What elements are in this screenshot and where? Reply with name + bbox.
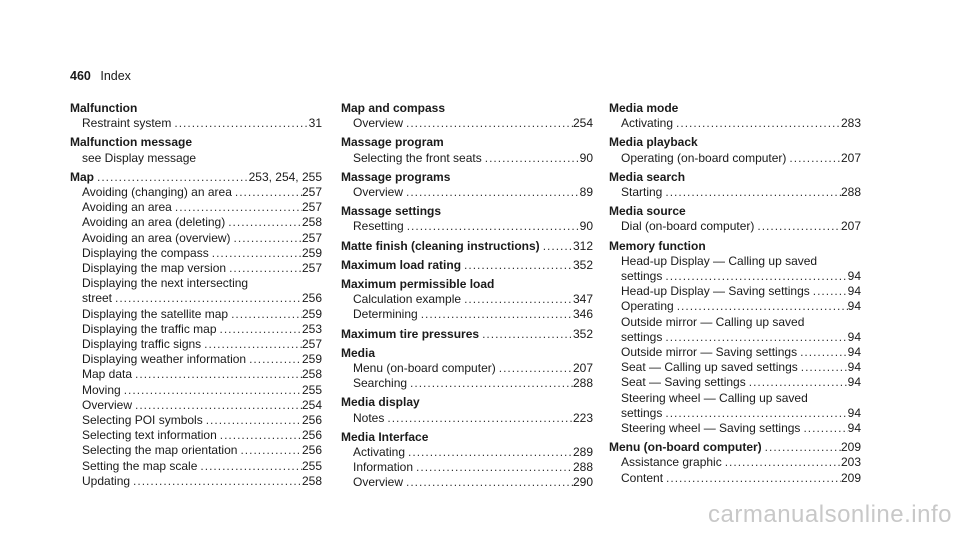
entry-term: see Display message xyxy=(82,150,197,165)
entry-term: Avoiding an area (deleting) xyxy=(82,215,226,230)
index-entry xyxy=(341,258,593,273)
index-subentry xyxy=(609,330,861,345)
entry-term: Selecting the front seats xyxy=(353,150,482,165)
entry-page-ref: 289 xyxy=(572,445,593,460)
entry-term: Media Interface xyxy=(341,429,429,444)
index-subentry xyxy=(70,337,322,352)
dot-leader xyxy=(231,231,302,246)
index-subentry xyxy=(341,116,593,131)
dot-leader xyxy=(418,307,573,322)
index-entry xyxy=(341,327,593,342)
index-subentry xyxy=(70,200,322,215)
index-subentry-text: Outside mirror — Calling up saved xyxy=(621,314,805,329)
dot-leader xyxy=(237,443,302,458)
entry-term: Selecting POI symbols xyxy=(82,413,203,428)
entry-term: Selecting the map orientation xyxy=(82,443,238,458)
index-subentry xyxy=(70,116,322,131)
index-subentry xyxy=(70,428,322,443)
entry-term: street xyxy=(82,291,113,306)
dot-leader xyxy=(540,239,573,254)
entry-term: settings xyxy=(621,405,663,420)
entry-page-ref: 207 xyxy=(840,150,861,165)
entry-term: Moving xyxy=(82,382,121,397)
entry-page-ref: 94 xyxy=(847,375,861,390)
index-entry xyxy=(609,101,861,116)
dot-leader xyxy=(121,383,302,398)
entry-page-ref: 290 xyxy=(572,475,593,490)
entry-term: Head-up Display — Saving settings xyxy=(621,284,810,299)
dot-leader xyxy=(662,269,847,284)
index-subentry xyxy=(609,375,861,390)
dot-leader xyxy=(172,200,302,215)
entry-page-ref: 253 xyxy=(301,321,322,336)
entry-page-ref: 254 xyxy=(572,116,593,131)
entry-page-ref: 94 xyxy=(847,269,861,284)
dot-leader xyxy=(662,185,841,200)
index-subentry xyxy=(609,345,861,360)
entry-term: Assistance graphic xyxy=(621,455,722,470)
index-subentry xyxy=(341,376,593,391)
index-entry xyxy=(609,135,861,150)
entry-page-ref: 346 xyxy=(572,307,593,322)
dot-leader xyxy=(482,151,580,166)
entry-page-ref: 258 xyxy=(301,215,322,230)
entry-term: Updating xyxy=(82,473,131,488)
dot-leader xyxy=(197,459,302,474)
index-subentry xyxy=(609,299,861,314)
index-subentry xyxy=(70,413,322,428)
entry-page-ref: 90 xyxy=(579,219,593,234)
entry-page-ref: 203 xyxy=(840,455,861,470)
entry-page-ref: 257 xyxy=(301,200,322,215)
dot-leader xyxy=(810,284,848,299)
entry-page-ref: 90 xyxy=(579,150,593,165)
dot-leader xyxy=(217,322,302,337)
entry-term: Massage settings xyxy=(341,204,442,219)
index-entry xyxy=(70,135,322,150)
entry-term: Displaying weather information xyxy=(82,352,247,367)
dot-leader xyxy=(663,471,841,486)
index-subentry xyxy=(70,322,322,337)
index-subentry xyxy=(70,231,322,246)
entry-term: Displaying the map version xyxy=(82,261,227,276)
dot-leader xyxy=(407,376,573,391)
index-subentry xyxy=(341,185,593,200)
entry-page-ref: 259 xyxy=(301,306,322,321)
index-entry xyxy=(609,239,861,254)
dot-leader xyxy=(384,411,573,426)
entry-page-ref: 94 xyxy=(847,360,861,375)
index-subentry xyxy=(341,411,593,426)
entry-term: Selecting text information xyxy=(82,428,217,443)
entry-page-ref: 257 xyxy=(301,185,322,200)
index-subentry xyxy=(70,383,322,398)
entry-page-ref: 288 xyxy=(840,185,861,200)
page-number: 460 xyxy=(70,69,91,83)
dot-leader xyxy=(209,246,302,261)
dot-leader xyxy=(798,360,848,375)
entry-term: Overview xyxy=(353,116,404,131)
dot-leader xyxy=(404,219,580,234)
entry-term: Map xyxy=(70,169,94,184)
dot-leader xyxy=(217,428,302,443)
index-subentry xyxy=(70,246,322,261)
entry-term: Information xyxy=(353,460,414,475)
entry-term: Notes xyxy=(353,410,385,425)
entry-term: Media playback xyxy=(609,135,698,150)
section-title: Index xyxy=(100,69,131,83)
index-subentry xyxy=(341,361,593,376)
dot-leader xyxy=(461,292,573,307)
dot-leader xyxy=(722,455,841,470)
entry-page-ref: 255 xyxy=(301,382,322,397)
index-entry xyxy=(341,101,593,116)
index-entry xyxy=(341,135,593,150)
entry-page-ref: 283 xyxy=(840,116,861,131)
entry-term: Displaying traffic signs xyxy=(82,337,202,352)
index-entry xyxy=(70,101,322,116)
entry-term: Searching xyxy=(353,376,408,391)
page-header xyxy=(70,69,131,83)
index-entry xyxy=(341,395,593,410)
entry-page-ref: 259 xyxy=(301,245,322,260)
index-subentry xyxy=(609,151,861,166)
entry-page-ref: 257 xyxy=(301,230,322,245)
index-column-1 xyxy=(70,101,322,489)
index-subentry-text: Displaying the next intersecting xyxy=(82,276,249,291)
entry-page-ref: 31 xyxy=(308,116,322,131)
dot-leader xyxy=(246,352,302,367)
entry-term: Maximum permissible load xyxy=(341,277,495,292)
index-subentry xyxy=(70,215,322,230)
index-subentry xyxy=(70,474,322,489)
index-subentry xyxy=(341,445,593,460)
entry-term: Operating (on-board computer) xyxy=(621,150,787,165)
entry-term: Setting the map scale xyxy=(82,458,198,473)
index-subentry xyxy=(70,185,322,200)
watermark: carmanualsonline.info xyxy=(708,501,952,528)
entry-term: Displaying the traffic map xyxy=(82,321,217,336)
index-subentry xyxy=(609,406,861,421)
entry-term: Media mode xyxy=(609,101,679,115)
entry-page-ref: 288 xyxy=(572,376,593,391)
entry-term: Matte finish (cleaning instructions) xyxy=(341,238,540,253)
dot-leader xyxy=(786,151,841,166)
entry-page-ref: 347 xyxy=(572,292,593,307)
entry-page-ref: 207 xyxy=(572,361,593,376)
entry-term: Menu (on-board computer) xyxy=(609,440,762,455)
entry-page-ref: 256 xyxy=(301,291,322,306)
dot-leader xyxy=(132,367,302,382)
entry-term: Operating xyxy=(621,299,674,314)
entry-page-ref: 254 xyxy=(301,397,322,412)
entry-term: Avoiding an area xyxy=(82,200,172,215)
dot-leader xyxy=(130,474,302,489)
entry-page-ref: 312 xyxy=(572,238,593,253)
dot-leader xyxy=(461,258,573,273)
index-subentry xyxy=(341,475,593,490)
index-entry xyxy=(609,204,861,219)
index-subentry xyxy=(609,269,861,284)
dot-leader xyxy=(797,345,848,360)
index-subentry xyxy=(609,219,861,234)
entry-page-ref: 257 xyxy=(301,337,322,352)
index-subentry xyxy=(70,398,322,413)
entry-term: Activating xyxy=(621,116,674,131)
index-subentry xyxy=(341,151,593,166)
dot-leader xyxy=(112,291,302,306)
entry-page-ref: 94 xyxy=(847,329,861,344)
index-subentry xyxy=(609,185,861,200)
entry-term: Content xyxy=(621,470,664,485)
entry-page-ref: 258 xyxy=(301,473,322,488)
entry-term: Avoiding (changing) an area xyxy=(82,185,232,200)
dot-leader xyxy=(662,406,847,421)
entry-term: Resetting xyxy=(353,219,404,234)
entry-term: Map data xyxy=(82,367,133,382)
entry-term: Memory function xyxy=(609,238,706,253)
index-subentry xyxy=(70,367,322,382)
dot-leader xyxy=(228,307,302,322)
entry-page-ref: 259 xyxy=(301,352,322,367)
entry-term: Outside mirror — Saving settings xyxy=(621,345,798,360)
entry-term: Starting xyxy=(621,185,663,200)
index-subentry xyxy=(609,360,861,375)
entry-page-ref: 94 xyxy=(847,345,861,360)
dot-leader xyxy=(94,170,249,185)
index-entry xyxy=(341,277,593,292)
dot-leader xyxy=(762,440,841,455)
dot-leader xyxy=(132,398,302,413)
index-column-3 xyxy=(609,101,861,486)
entry-term: Determining xyxy=(353,307,418,322)
entry-page-ref: 257 xyxy=(301,261,322,276)
entry-term: Media xyxy=(341,345,376,360)
index-subentry xyxy=(70,307,322,322)
dot-leader xyxy=(201,337,302,352)
entry-page-ref: 89 xyxy=(579,185,593,200)
entry-term: Seat — Saving settings xyxy=(621,375,746,390)
dot-leader xyxy=(403,116,573,131)
entry-term: settings xyxy=(621,269,663,284)
entry-term: Malfunction message xyxy=(70,135,193,150)
entry-page-ref: 256 xyxy=(301,413,322,428)
entry-term: Steering wheel — Saving settings xyxy=(621,421,801,436)
entry-page-ref: 94 xyxy=(847,405,861,420)
entry-term: settings xyxy=(621,329,663,344)
index-subentry xyxy=(609,421,861,436)
entry-term: Maximum load rating xyxy=(341,257,462,272)
index-subentry xyxy=(70,443,322,458)
entry-term: Overview xyxy=(353,475,404,490)
entry-term: Restraint system xyxy=(82,116,172,131)
dot-leader xyxy=(413,460,573,475)
entry-page-ref: 253, 254, 255 xyxy=(248,169,322,184)
index-subentry xyxy=(609,471,861,486)
entry-page-ref: 207 xyxy=(840,219,861,234)
dot-leader xyxy=(754,219,841,234)
dot-leader xyxy=(226,261,302,276)
entry-page-ref: 288 xyxy=(572,460,593,475)
entry-term: Activating xyxy=(353,445,406,460)
entry-page-ref: 223 xyxy=(572,410,593,425)
dot-leader xyxy=(800,421,847,436)
dot-leader xyxy=(479,327,573,342)
index-subentry xyxy=(70,291,322,306)
entry-page-ref: 352 xyxy=(572,326,593,341)
index-entry xyxy=(341,204,593,219)
dot-leader xyxy=(746,375,848,390)
entry-page-ref: 256 xyxy=(301,443,322,458)
dot-leader xyxy=(232,185,302,200)
index-subentry xyxy=(70,151,322,166)
entry-page-ref: 352 xyxy=(572,257,593,272)
index-entry xyxy=(70,170,322,185)
dot-leader xyxy=(171,116,308,131)
index-entry xyxy=(609,170,861,185)
index-subentry xyxy=(341,460,593,475)
entry-page-ref: 209 xyxy=(840,470,861,485)
index-subentry xyxy=(341,219,593,234)
entry-term: Media search xyxy=(609,169,686,184)
index-subentry xyxy=(70,459,322,474)
dot-leader xyxy=(662,330,847,345)
entry-term: Calculation example xyxy=(353,292,462,307)
index-subentry xyxy=(609,116,861,131)
entry-term: Malfunction xyxy=(70,101,138,115)
entry-term: Avoiding an area (overview) xyxy=(82,230,231,245)
entry-page-ref: 209 xyxy=(840,440,861,455)
index-subentry xyxy=(341,292,593,307)
dot-leader xyxy=(203,413,302,428)
index-subentry xyxy=(609,284,861,299)
entry-page-ref: 94 xyxy=(847,421,861,436)
index-subentry xyxy=(70,352,322,367)
entry-term: Massage programs xyxy=(341,169,451,184)
entry-term: Maximum tire pressures xyxy=(341,326,480,341)
index-column-2 xyxy=(341,101,593,491)
index-entry xyxy=(341,239,593,254)
index-subentry-text: Steering wheel — Calling up saved xyxy=(621,390,808,405)
dot-leader xyxy=(403,185,580,200)
dot-leader xyxy=(405,445,573,460)
dot-leader xyxy=(674,299,848,314)
index-entry xyxy=(609,440,861,455)
entry-term: Displaying the compass xyxy=(82,245,209,260)
dot-leader xyxy=(673,116,841,131)
index-subentry xyxy=(70,261,322,276)
entry-term: Media display xyxy=(341,395,420,410)
index-subentry xyxy=(609,455,861,470)
dot-leader xyxy=(403,475,573,490)
entry-term: Overview xyxy=(82,397,133,412)
entry-page-ref: 94 xyxy=(847,299,861,314)
entry-term: Displaying the satellite map xyxy=(82,306,229,321)
dot-leader xyxy=(225,215,302,230)
entry-term: Overview xyxy=(353,185,404,200)
index-entry xyxy=(341,170,593,185)
entry-term: Dial (on-board computer) xyxy=(621,219,755,234)
entry-term: Menu (on-board computer) xyxy=(353,361,496,376)
index-entry xyxy=(341,430,593,445)
index-entry xyxy=(341,346,593,361)
entry-page-ref: 258 xyxy=(301,367,322,382)
entry-page-ref: 94 xyxy=(847,284,861,299)
index-subentry-text: Head-up Display — Calling up saved xyxy=(621,253,818,268)
dot-leader xyxy=(496,361,573,376)
entry-term: Seat — Calling up saved settings xyxy=(621,360,798,375)
entry-term: Massage program xyxy=(341,135,444,150)
entry-term: Media source xyxy=(609,204,686,219)
entry-page-ref: 255 xyxy=(301,458,322,473)
entry-page-ref: 256 xyxy=(301,428,322,443)
index-subentry xyxy=(341,307,593,322)
entry-term: Map and compass xyxy=(341,101,446,115)
